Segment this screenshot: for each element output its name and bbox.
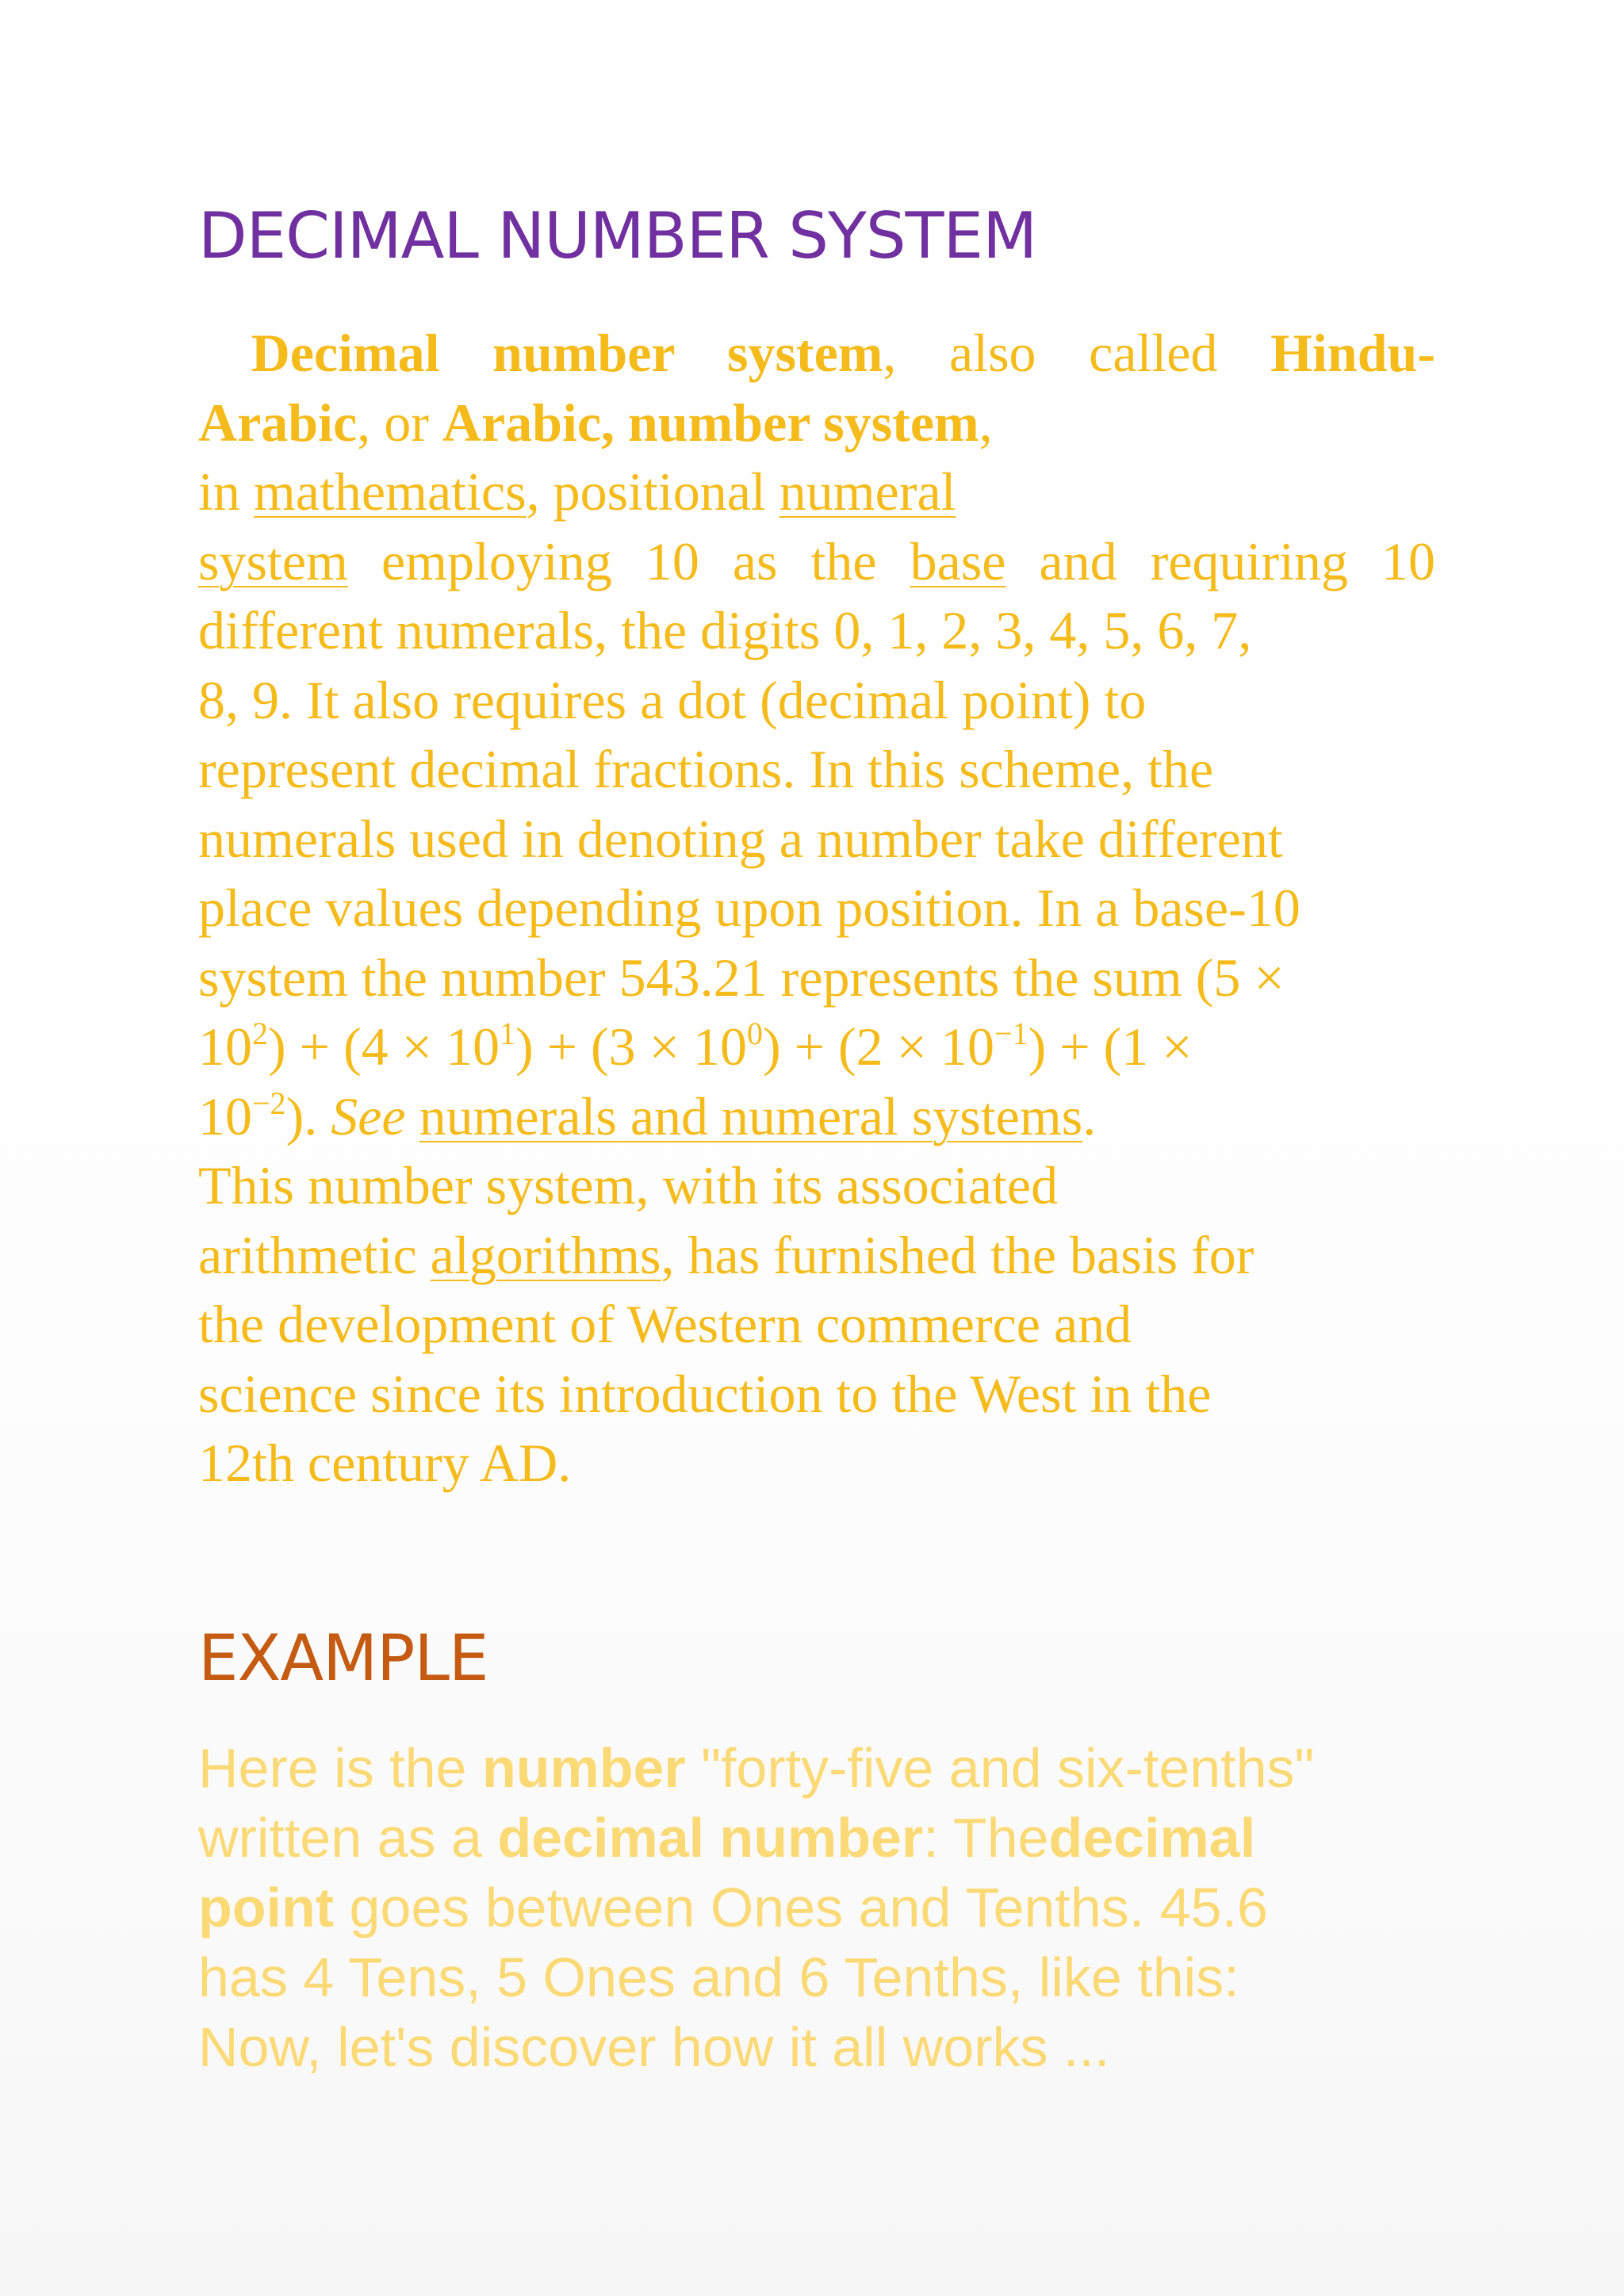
paragraph-line [198, 457, 1435, 527]
text-run: and requiring 10 [1005, 530, 1435, 591]
paragraph-line: 12th century AD. [198, 1433, 572, 1493]
paragraph-line: Now, let's discover how it all works ... [198, 2016, 1110, 2078]
paragraph-line: represent decimal fractions. In this scheme, the [198, 739, 1214, 799]
bold-term: decimal [1048, 1807, 1256, 1869]
text-run: , positional [526, 461, 779, 522]
bold-term: Hindu- [1270, 323, 1435, 383]
superscript: −1 [994, 1016, 1028, 1051]
paragraph-line [198, 388, 1435, 458]
superscript: 0 [747, 1016, 763, 1051]
text-run: 10 [198, 1085, 252, 1146]
text-run: arithmetic [198, 1224, 431, 1285]
text-run: . [1082, 1085, 1097, 1146]
paragraph-line: This number system, with its associated [198, 1155, 1059, 1215]
section-title-example: EXAMPLE [198, 1621, 488, 1695]
paragraph-line: numerals used in denoting a number take different [198, 808, 1283, 869]
paragraph-line: science since its introduction to the West in the [198, 1363, 1212, 1424]
link-numeral-system[interactable]: numeral [779, 461, 956, 522]
paragraph-line: different numerals, the digits 0, 1, 2, 3, 4, 5, 6, 7, [198, 600, 1252, 660]
superscript: −2 [252, 1085, 286, 1121]
paragraph-line [198, 1082, 1435, 1152]
paragraph-line [198, 527, 1435, 597]
link-algorithms[interactable]: algorithms [430, 1224, 661, 1285]
text-run: in [198, 461, 254, 522]
link-numeral-system[interactable]: system [198, 530, 348, 591]
bold-term: Arabic [198, 392, 358, 453]
paragraph-line [198, 319, 1435, 388]
text-run [406, 1086, 419, 1146]
text-run: ). [285, 1085, 331, 1146]
decimal-paragraph [198, 319, 1435, 1498]
text-run: , or [357, 392, 442, 453]
text-run: ) + (3 × 10 [515, 1016, 747, 1077]
bold-term: point [198, 1877, 335, 1938]
link-mathematics[interactable]: mathematics [253, 461, 527, 522]
paragraph-line [198, 1803, 1435, 1873]
bold-term: decimal number [497, 1807, 924, 1869]
section-title-decimal-number-system: DECIMAL NUMBER SYSTEM [198, 199, 1037, 273]
superscript: 1 [500, 1016, 515, 1051]
text-run: goes between Ones and Tenths. 45.6 [334, 1877, 1268, 1938]
paragraph-line: has 4 Tens, 5 Ones and 6 Tenths, like this: [198, 1946, 1239, 2008]
text-run: ) + (4 × 10 [268, 1016, 500, 1077]
bold-term: number [481, 1737, 686, 1799]
paragraph-line [198, 1733, 1435, 1803]
text-run: , [979, 392, 993, 453]
text-run: "forty-five and six-tenths" [685, 1737, 1315, 1799]
paragraph-line [198, 1873, 1435, 1942]
paragraph-line [198, 1221, 1435, 1291]
text-run: written as a [198, 1807, 498, 1869]
paragraph-line: system the number 543.21 represents the sum (5 × [198, 947, 1285, 1008]
link-base[interactable]: base [910, 530, 1006, 591]
link-numerals-and-numeral-systems[interactable]: numerals and numeral systems [419, 1085, 1083, 1146]
text-run: ) + (2 × 10 [763, 1016, 994, 1077]
text-run: employing 10 as the [347, 530, 910, 591]
example-paragraph [198, 1733, 1435, 2082]
italic-see: See [331, 1085, 406, 1146]
paragraph-line: place values depending upon position. In a base-10 [198, 878, 1300, 938]
text-run: , also called [883, 323, 1271, 383]
paragraph-line: the development of Western commerce and [198, 1294, 1132, 1354]
text-run: Here is the [198, 1737, 482, 1799]
paragraph-line [198, 1012, 1435, 1082]
text-run: , has furnished the basis for [661, 1224, 1254, 1285]
text-run: 10 [198, 1016, 252, 1077]
paragraph-line: 8, 9. It also requires a dot (decimal point) to [198, 669, 1147, 730]
superscript: 2 [252, 1016, 268, 1051]
text-run: ) + (1 × [1028, 1016, 1193, 1077]
bold-term: Decimal number system [251, 323, 883, 383]
bold-term: Arabic, number system [442, 392, 979, 453]
text-run: : The [923, 1807, 1049, 1869]
